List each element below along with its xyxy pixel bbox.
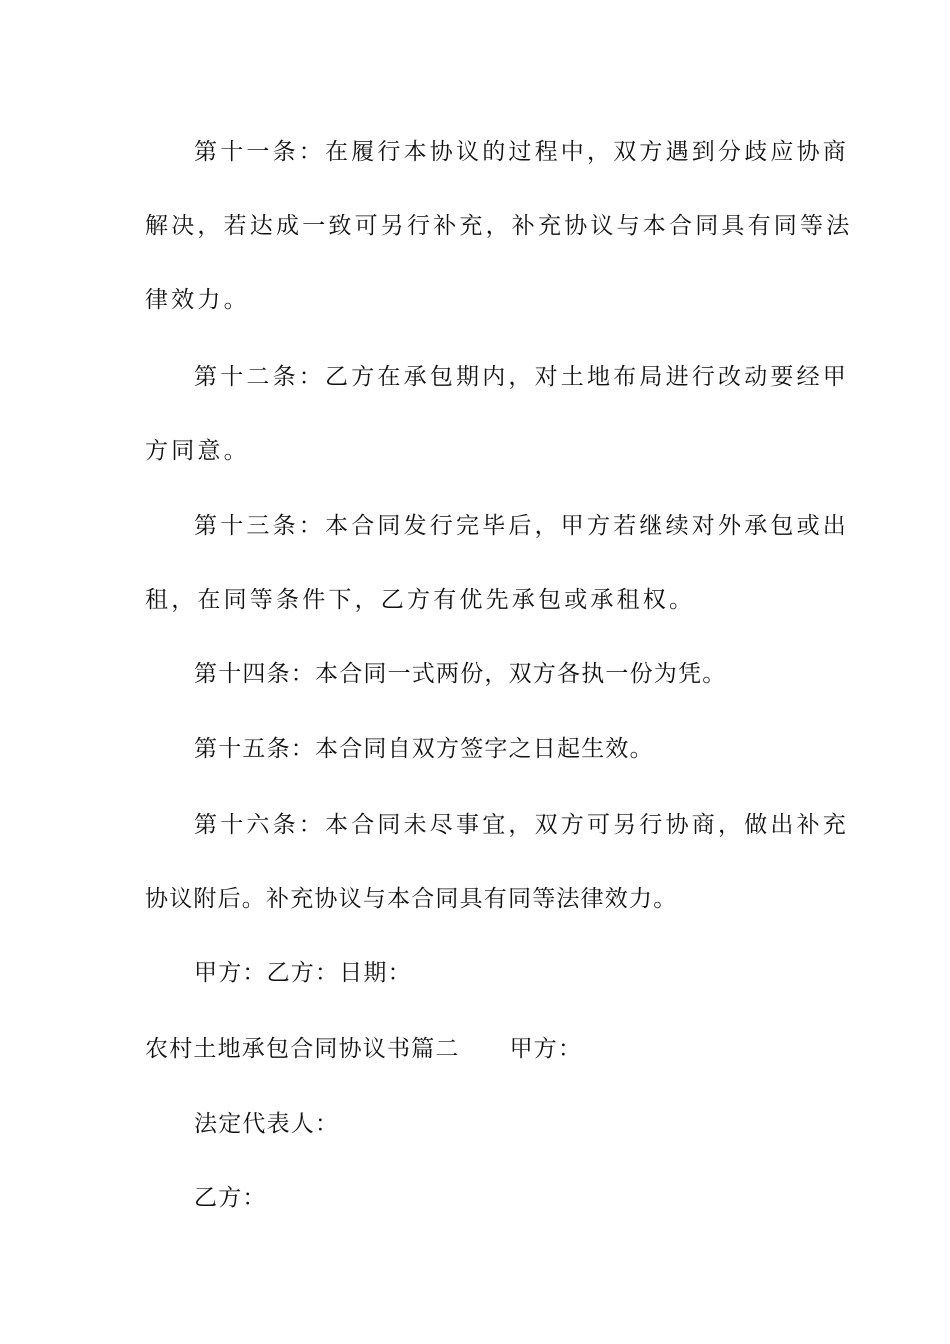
party-b-label: 乙方： [194, 1185, 267, 1211]
article-13-line-1: 第十三条：本合同发行完毕后，甲方若继续对外承包或出 [194, 513, 849, 539]
article-11-line-2: 解决，若达成一致可另行补充，补充协议与本合同具有同等法 [145, 213, 853, 239]
section-heading: 农村土地承包合同协议书篇二 [145, 1036, 460, 1062]
article-15-line: 第十五条：本合同自双方签字之日起生效。 [194, 736, 654, 762]
article-16-line-1: 第十六条：本合同未尽事宜，双方可另行协商，做出补充 [194, 812, 849, 838]
article-12-line-1: 第十二条：乙方在承包期内，对土地布局进行改动要经甲 [194, 364, 849, 390]
article-11-line-3: 律效力。 [145, 287, 250, 313]
party-a-label: 甲方： [509, 1036, 583, 1062]
article-13-line-2: 租，在同等条件下，乙方有优先承包或承租权。 [145, 587, 696, 613]
article-12-line-2: 方同意。 [145, 438, 250, 464]
article-11-line-1: 第十一条：在履行本协议的过程中，双方遇到分歧应协商 [194, 139, 849, 165]
legal-representative-label: 法定代表人： [194, 1111, 340, 1137]
article-14-line: 第十四条：本合同一式两份，双方各执一份为凭。 [194, 661, 727, 687]
section-heading-line [145, 1034, 815, 1064]
signature-line: 甲方：乙方：日期： [194, 960, 412, 986]
article-16-line-2: 协议附后。补充协议与本合同具有同等法律效力。 [145, 886, 678, 912]
